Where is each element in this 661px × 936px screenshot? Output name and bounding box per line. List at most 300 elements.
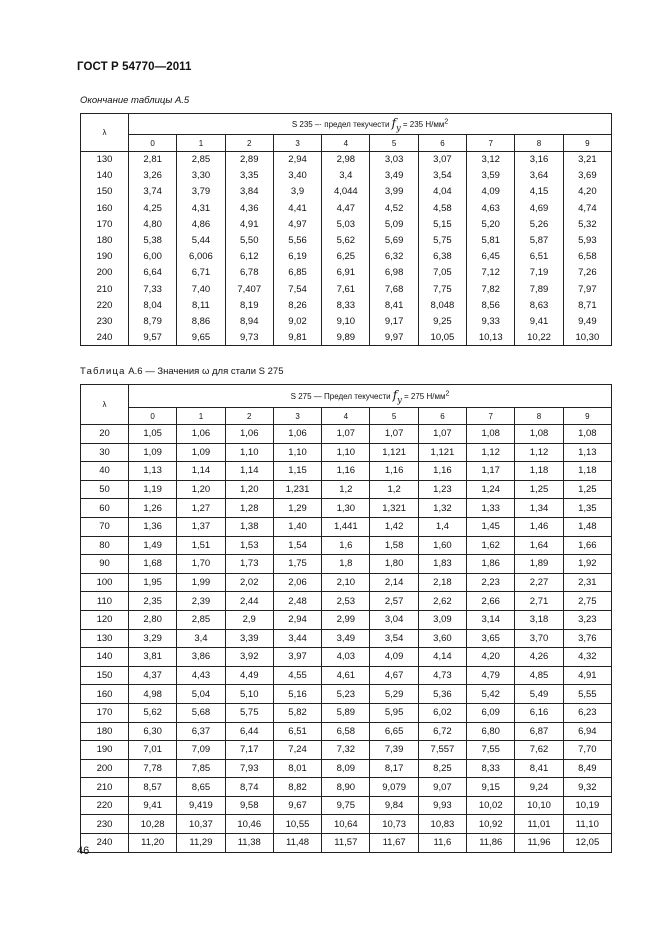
lambda-cell: 150 [81, 184, 129, 200]
value-cell: 1,42 [370, 517, 418, 536]
lambda-cell: 100 [81, 573, 129, 592]
value-cell: 3,29 [129, 629, 177, 648]
lambda-cell: 210 [81, 281, 129, 297]
value-cell: 9,17 [370, 313, 418, 329]
value-cell: 3,26 [129, 168, 177, 184]
value-cell: 2,39 [177, 592, 225, 611]
value-cell: 6,91 [322, 265, 370, 281]
table-row [81, 778, 612, 797]
lambda-cell: 70 [81, 517, 129, 536]
value-cell: 5,38 [129, 232, 177, 248]
value-cell: 1,53 [225, 536, 273, 555]
table-a5-caption: Окончание таблицы А.5 [80, 95, 190, 106]
value-cell: 9,10 [322, 313, 370, 329]
value-cell: 10,46 [225, 815, 273, 834]
value-cell: 10,37 [177, 815, 225, 834]
table-row [81, 443, 612, 462]
value-cell: 5,87 [515, 232, 563, 248]
value-cell: 6,02 [418, 703, 466, 722]
value-cell: 9,89 [322, 330, 370, 346]
value-cell: 1,4 [418, 517, 466, 536]
value-cell: 7,82 [467, 281, 515, 297]
value-cell: 1,75 [273, 555, 321, 574]
value-cell: 7,93 [225, 759, 273, 778]
value-cell: 1,34 [515, 499, 563, 518]
value-cell: 1,17 [467, 462, 515, 481]
value-cell: 11,01 [515, 815, 563, 834]
lambda-cell: 200 [81, 759, 129, 778]
value-cell: 9,67 [273, 796, 321, 815]
lambda-cell: 20 [81, 425, 129, 444]
value-cell: 11,96 [515, 834, 563, 853]
value-cell: 6,19 [273, 249, 321, 265]
value-cell: 3,16 [515, 152, 563, 168]
value-cell: 7,54 [273, 281, 321, 297]
value-cell: 1,64 [515, 536, 563, 555]
value-cell: 1,92 [563, 555, 611, 574]
value-cell: 11,38 [225, 834, 273, 853]
value-cell: 9,97 [370, 330, 418, 346]
value-cell: 7,40 [177, 281, 225, 297]
value-cell: 8,41 [370, 297, 418, 313]
value-cell: 6,87 [515, 722, 563, 741]
value-cell: 7,97 [563, 281, 611, 297]
value-cell: 5,49 [515, 685, 563, 704]
value-cell: 5,26 [515, 216, 563, 232]
value-cell: 3,81 [129, 648, 177, 667]
column-header: 8 [515, 135, 563, 152]
lambda-cell: 90 [81, 555, 129, 574]
table-row [81, 722, 612, 741]
value-cell: 1,16 [418, 462, 466, 481]
table-row [81, 666, 612, 685]
value-cell: 3,14 [467, 610, 515, 629]
value-cell: 1,2 [370, 480, 418, 499]
value-cell: 1,27 [177, 499, 225, 518]
value-cell: 7,89 [515, 281, 563, 297]
value-cell: 5,95 [370, 703, 418, 722]
value-cell: 6,72 [418, 722, 466, 741]
value-cell: 5,42 [467, 685, 515, 704]
value-cell: 1,25 [515, 480, 563, 499]
table-a5 [80, 113, 612, 346]
value-cell: 1,231 [273, 480, 321, 499]
value-cell: 1,83 [418, 555, 466, 574]
column-header: 5 [370, 408, 418, 425]
lambda-cell: 210 [81, 778, 129, 797]
value-cell: 9,65 [177, 330, 225, 346]
value-cell: 1,13 [563, 443, 611, 462]
value-cell: 11,67 [370, 834, 418, 853]
value-cell: 3,64 [515, 168, 563, 184]
table-row [81, 152, 612, 168]
value-cell: 6,78 [225, 265, 273, 281]
value-cell: 1,36 [129, 517, 177, 536]
table-row [81, 330, 612, 346]
table-row [81, 834, 612, 853]
value-cell: 9,49 [563, 313, 611, 329]
value-cell: 2,85 [177, 610, 225, 629]
value-cell: 5,32 [563, 216, 611, 232]
value-cell: 4,26 [515, 648, 563, 667]
value-cell: 8,048 [418, 297, 466, 313]
table-row [81, 480, 612, 499]
value-cell: 11,29 [177, 834, 225, 853]
value-cell: 3,65 [467, 629, 515, 648]
value-cell: 9,58 [225, 796, 273, 815]
value-cell: 4,36 [225, 200, 273, 216]
value-cell: 3,54 [418, 168, 466, 184]
lambda-cell: 50 [81, 480, 129, 499]
value-cell: 2,10 [322, 573, 370, 592]
value-cell: 5,20 [467, 216, 515, 232]
value-cell: 3,21 [563, 152, 611, 168]
value-cell: 3,44 [273, 629, 321, 648]
value-cell: 1,09 [177, 443, 225, 462]
value-cell: 10,92 [467, 815, 515, 834]
value-cell: 5,36 [418, 685, 466, 704]
value-cell: 9,02 [273, 313, 321, 329]
value-cell: 7,62 [515, 741, 563, 760]
value-cell: 7,557 [418, 741, 466, 760]
table-row [81, 168, 612, 184]
value-cell: 3,59 [467, 168, 515, 184]
value-cell: 7,17 [225, 741, 273, 760]
value-cell: 5,04 [177, 685, 225, 704]
lambda-cell: 110 [81, 592, 129, 611]
lambda-cell: 190 [81, 249, 129, 265]
value-cell: 4,09 [370, 648, 418, 667]
value-cell: 10,10 [515, 796, 563, 815]
table-row [81, 610, 612, 629]
value-cell: 1,70 [177, 555, 225, 574]
value-cell: 2,23 [467, 573, 515, 592]
value-cell: 6,58 [563, 249, 611, 265]
yield-strength-header [129, 114, 612, 135]
value-cell: 9,41 [515, 313, 563, 329]
page-number: 46 [77, 845, 90, 857]
value-cell: 4,04 [418, 184, 466, 200]
value-cell: 2,53 [322, 592, 370, 611]
value-cell: 10,19 [563, 796, 611, 815]
value-cell: 1,06 [225, 425, 273, 444]
value-cell: 9,73 [225, 330, 273, 346]
value-cell: 2,57 [370, 592, 418, 611]
value-cell: 1,6 [322, 536, 370, 555]
value-cell: 5,55 [563, 685, 611, 704]
value-cell: 9,33 [467, 313, 515, 329]
column-header: 5 [370, 135, 418, 152]
value-cell: 4,09 [467, 184, 515, 200]
value-cell: 2,80 [129, 610, 177, 629]
value-cell: 1,60 [418, 536, 466, 555]
value-cell: 4,67 [370, 666, 418, 685]
lambda-cell: 220 [81, 796, 129, 815]
lambda-cell: 80 [81, 536, 129, 555]
yield-header-prefix: S 275 — Предел текучести [290, 391, 393, 401]
value-cell: 2,66 [467, 592, 515, 611]
value-cell: 2,99 [322, 610, 370, 629]
column-header: 8 [515, 408, 563, 425]
lambda-cell: 240 [81, 330, 129, 346]
value-cell: 2,31 [563, 573, 611, 592]
value-cell: 1,49 [129, 536, 177, 555]
value-cell: 7,39 [370, 741, 418, 760]
value-cell: 7,26 [563, 265, 611, 281]
table-row [81, 796, 612, 815]
lambda-header: λ [81, 385, 129, 425]
value-cell: 1,99 [177, 573, 225, 592]
value-cell: 1,08 [563, 425, 611, 444]
table-row [81, 313, 612, 329]
value-cell: 3,4 [322, 168, 370, 184]
value-cell: 1,08 [515, 425, 563, 444]
lambda-cell: 120 [81, 610, 129, 629]
value-cell: 2,94 [273, 152, 321, 168]
value-cell: 3,84 [225, 184, 273, 200]
fy-symbol: $f_y$ [391, 115, 401, 133]
value-cell: 8,09 [322, 759, 370, 778]
value-cell: 1,16 [370, 462, 418, 481]
value-cell: 7,70 [563, 741, 611, 760]
value-cell: 4,49 [225, 666, 273, 685]
value-cell: 8,19 [225, 297, 273, 313]
value-cell: 2,48 [273, 592, 321, 611]
value-cell: 4,85 [515, 666, 563, 685]
value-cell: 2,85 [177, 152, 225, 168]
value-cell: 3,40 [273, 168, 321, 184]
lambda-cell: 160 [81, 685, 129, 704]
value-cell: 7,78 [129, 759, 177, 778]
value-cell: 6,12 [225, 249, 273, 265]
value-cell: 4,69 [515, 200, 563, 216]
value-cell: 9,24 [515, 778, 563, 797]
table-row [81, 200, 612, 216]
lambda-header: λ [81, 114, 129, 152]
value-cell: 1,06 [273, 425, 321, 444]
value-cell: 3,30 [177, 168, 225, 184]
value-cell: 6,98 [370, 265, 418, 281]
value-cell: 5,50 [225, 232, 273, 248]
value-cell: 1,48 [563, 517, 611, 536]
column-header: 9 [563, 408, 611, 425]
value-cell: 1,23 [418, 480, 466, 499]
document-title: ГОСТ Р 54770—2011 [77, 61, 192, 73]
value-cell: 6,32 [370, 249, 418, 265]
value-cell: 3,69 [563, 168, 611, 184]
value-cell: 7,05 [418, 265, 466, 281]
column-header: 7 [467, 135, 515, 152]
value-cell: 6,30 [129, 722, 177, 741]
table-row [81, 425, 612, 444]
value-cell: 6,58 [322, 722, 370, 741]
value-cell: 1,16 [322, 462, 370, 481]
value-cell: 4,37 [129, 666, 177, 685]
column-header: 6 [418, 408, 466, 425]
value-cell: 4,044 [322, 184, 370, 200]
table-row [81, 648, 612, 667]
value-cell: 1,14 [225, 462, 273, 481]
value-cell: 9,84 [370, 796, 418, 815]
value-cell: 5,44 [177, 232, 225, 248]
value-cell: 9,15 [467, 778, 515, 797]
value-cell: 3,99 [370, 184, 418, 200]
value-cell: 4,97 [273, 216, 321, 232]
lambda-cell: 230 [81, 815, 129, 834]
value-cell: 6,09 [467, 703, 515, 722]
value-cell: 5,75 [225, 703, 273, 722]
value-cell: 1,37 [177, 517, 225, 536]
value-cell: 3,97 [273, 648, 321, 667]
value-cell: 2,81 [129, 152, 177, 168]
value-cell: 6,45 [467, 249, 515, 265]
value-cell: 5,16 [273, 685, 321, 704]
value-cell: 6,44 [225, 722, 273, 741]
value-cell: 10,05 [418, 330, 466, 346]
fy-symbol: $f_y$ [392, 387, 402, 405]
value-cell: 8,82 [273, 778, 321, 797]
lambda-cell: 140 [81, 168, 129, 184]
lambda-cell: 240 [81, 834, 129, 853]
value-cell: 8,94 [225, 313, 273, 329]
value-cell: 5,82 [273, 703, 321, 722]
value-cell: 9,07 [418, 778, 466, 797]
value-cell: 2,89 [225, 152, 273, 168]
value-cell: 3,18 [515, 610, 563, 629]
value-cell: 7,407 [225, 281, 273, 297]
value-cell: 11,86 [467, 834, 515, 853]
table-row [81, 759, 612, 778]
value-cell: 6,00 [129, 249, 177, 265]
table-row [81, 216, 612, 232]
value-cell: 8,11 [177, 297, 225, 313]
value-cell: 5,56 [273, 232, 321, 248]
value-cell: 5,62 [129, 703, 177, 722]
value-cell: 4,91 [225, 216, 273, 232]
column-header: 0 [129, 408, 177, 425]
value-cell: 10,83 [418, 815, 466, 834]
table-row [81, 555, 612, 574]
value-cell: 8,04 [129, 297, 177, 313]
value-cell: 1,25 [563, 480, 611, 499]
table-row [81, 815, 612, 834]
value-cell: 4,80 [129, 216, 177, 232]
column-header: 4 [322, 135, 370, 152]
lambda-cell: 140 [81, 648, 129, 667]
value-cell: 10,30 [563, 330, 611, 346]
value-cell: 1,95 [129, 573, 177, 592]
value-cell: 8,74 [225, 778, 273, 797]
value-cell: 4,43 [177, 666, 225, 685]
value-cell: 1,19 [129, 480, 177, 499]
value-cell: 9,75 [322, 796, 370, 815]
table-row [81, 629, 612, 648]
lambda-cell: 180 [81, 232, 129, 248]
value-cell: 1,08 [467, 425, 515, 444]
table-row [81, 703, 612, 722]
value-cell: 5,29 [370, 685, 418, 704]
value-cell: 1,15 [273, 462, 321, 481]
value-cell: 10,22 [515, 330, 563, 346]
value-cell: 4,58 [418, 200, 466, 216]
value-cell: 1,18 [515, 462, 563, 481]
yield-header-prefix: S 235 –· предел текучести [291, 119, 392, 129]
value-cell: 3,4 [177, 629, 225, 648]
column-header: 1 [177, 135, 225, 152]
value-cell: 3,49 [322, 629, 370, 648]
yield-header-suffix: = 235 $Н/мм^2$ [400, 118, 449, 129]
value-cell: 1,10 [273, 443, 321, 462]
value-cell: 5,62 [322, 232, 370, 248]
value-cell: 5,75 [418, 232, 466, 248]
value-cell: 7,61 [322, 281, 370, 297]
value-cell: 4,41 [273, 200, 321, 216]
value-cell: 5,03 [322, 216, 370, 232]
value-cell: 7,85 [177, 759, 225, 778]
value-cell: 3,9 [273, 184, 321, 200]
value-cell: 4,55 [273, 666, 321, 685]
value-cell: 6,85 [273, 265, 321, 281]
value-cell: 8,71 [563, 297, 611, 313]
value-cell: 7,68 [370, 281, 418, 297]
value-cell: 2,02 [225, 573, 273, 592]
value-cell: 9,419 [177, 796, 225, 815]
value-cell: 5,10 [225, 685, 273, 704]
table-row [81, 573, 612, 592]
lambda-cell: 160 [81, 200, 129, 216]
value-cell: 8,65 [177, 778, 225, 797]
value-cell: 2,75 [563, 592, 611, 611]
value-cell: 3,86 [177, 648, 225, 667]
value-cell: 4,03 [322, 648, 370, 667]
value-cell: 8,49 [563, 759, 611, 778]
value-cell: 1,321 [370, 499, 418, 518]
column-header: 2 [225, 135, 273, 152]
value-cell: 1,13 [129, 462, 177, 481]
value-cell: 7,19 [515, 265, 563, 281]
value-cell: 8,86 [177, 313, 225, 329]
value-cell: 6,37 [177, 722, 225, 741]
value-cell: 2,9 [225, 610, 273, 629]
value-cell: 7,12 [467, 265, 515, 281]
value-cell: 1,441 [322, 517, 370, 536]
value-cell: 4,47 [322, 200, 370, 216]
value-cell: 1,12 [467, 443, 515, 462]
value-cell: 1,09 [129, 443, 177, 462]
value-cell: 1,06 [177, 425, 225, 444]
value-cell: 11,10 [563, 815, 611, 834]
value-cell: 3,03 [370, 152, 418, 168]
value-cell: 2,44 [225, 592, 273, 611]
value-cell: 1,58 [370, 536, 418, 555]
value-cell: 1,10 [322, 443, 370, 462]
value-cell: 2,27 [515, 573, 563, 592]
value-cell: 4,79 [467, 666, 515, 685]
column-header: 3 [273, 408, 321, 425]
value-cell: 1,20 [177, 480, 225, 499]
value-cell: 1,89 [515, 555, 563, 574]
value-cell: 6,23 [563, 703, 611, 722]
value-cell: 4,61 [322, 666, 370, 685]
value-cell: 7,24 [273, 741, 321, 760]
value-cell: 4,74 [563, 200, 611, 216]
value-cell: 2,98 [322, 152, 370, 168]
lambda-cell: 40 [81, 462, 129, 481]
value-cell: 8,33 [322, 297, 370, 313]
value-cell: 1,121 [370, 443, 418, 462]
value-cell: 3,70 [515, 629, 563, 648]
value-cell: 6,16 [515, 703, 563, 722]
